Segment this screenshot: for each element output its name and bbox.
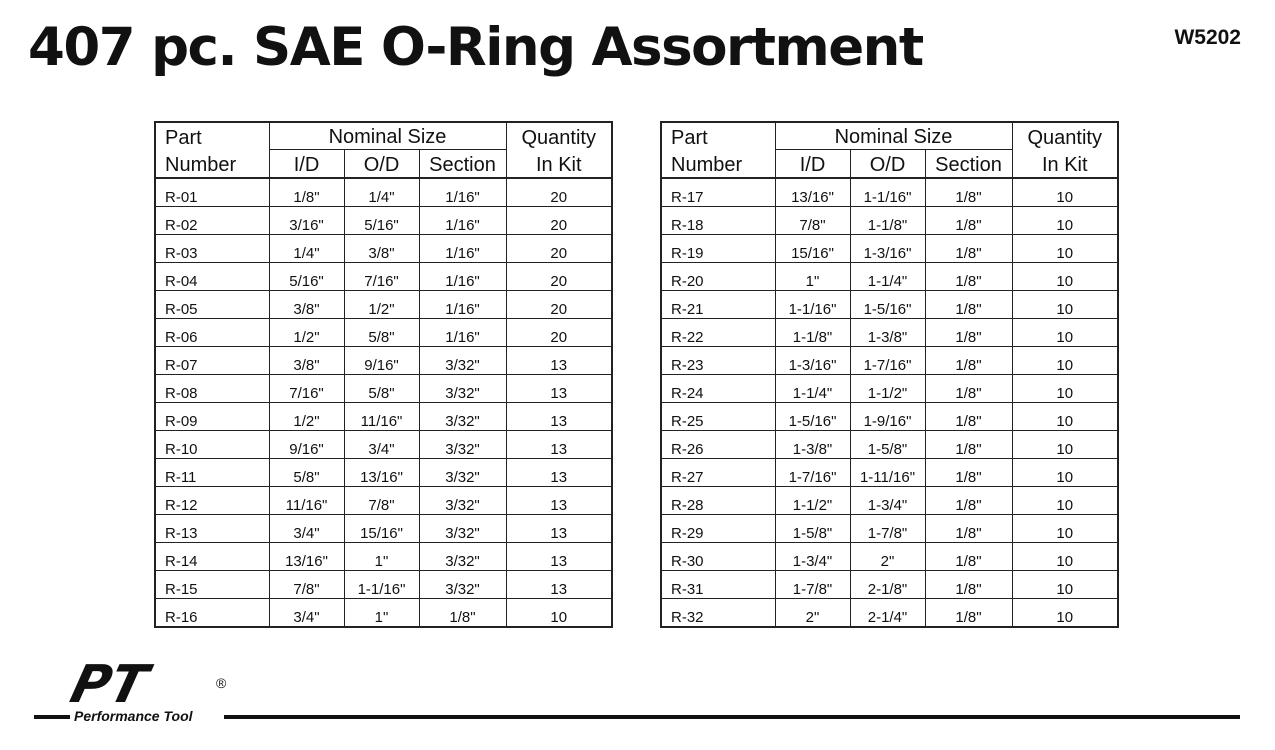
cell-part: R-05 <box>155 291 269 319</box>
cell-section: 1/8" <box>419 599 506 628</box>
cell-section: 1/8" <box>925 431 1012 459</box>
cell-quantity: 10 <box>1012 459 1118 487</box>
cell-od: 3/4" <box>344 431 419 459</box>
cell-section: 1/16" <box>419 178 506 207</box>
table-row <box>155 263 612 291</box>
performance-tool-logo <box>34 662 244 729</box>
cell-quantity: 13 <box>506 543 612 571</box>
header-od: O/D <box>344 150 419 179</box>
table-row <box>661 235 1118 263</box>
table-row <box>661 347 1118 375</box>
cell-od: 1-1/2" <box>850 375 925 403</box>
bottom-rule <box>224 715 1240 719</box>
table-row <box>661 207 1118 235</box>
table-row <box>661 599 1118 628</box>
cell-od: 1" <box>344 543 419 571</box>
cell-part: R-18 <box>661 207 775 235</box>
page-title: 407 pc. SAE O-Ring Assortment <box>28 17 923 78</box>
cell-section: 3/32" <box>419 515 506 543</box>
cell-od: 1/4" <box>344 178 419 207</box>
cell-od: 1" <box>344 599 419 628</box>
cell-id: 1-1/4" <box>775 375 850 403</box>
table-row <box>155 178 612 207</box>
header-number: Number <box>661 150 775 179</box>
cell-quantity: 10 <box>1012 431 1118 459</box>
table-row <box>155 515 612 543</box>
cell-id: 7/8" <box>775 207 850 235</box>
parts-table-left <box>154 121 613 628</box>
cell-od: 1-1/16" <box>344 571 419 599</box>
brand-name: Performance Tool <box>74 708 193 724</box>
table-row <box>661 515 1118 543</box>
cell-od: 1-3/4" <box>850 487 925 515</box>
cell-quantity: 20 <box>506 178 612 207</box>
cell-section: 1/8" <box>925 571 1012 599</box>
cell-quantity: 20 <box>506 235 612 263</box>
cell-section: 3/32" <box>419 431 506 459</box>
cell-od: 1-1/8" <box>850 207 925 235</box>
cell-part: R-23 <box>661 347 775 375</box>
cell-id: 3/16" <box>269 207 344 235</box>
cell-od: 11/16" <box>344 403 419 431</box>
cell-quantity: 20 <box>506 207 612 235</box>
cell-quantity: 10 <box>1012 347 1118 375</box>
cell-od: 5/8" <box>344 319 419 347</box>
table-row <box>661 291 1118 319</box>
cell-part: R-09 <box>155 403 269 431</box>
cell-quantity: 13 <box>506 487 612 515</box>
cell-part: R-06 <box>155 319 269 347</box>
cell-id: 7/16" <box>269 375 344 403</box>
cell-od: 2-1/4" <box>850 599 925 628</box>
cell-od: 1-1/16" <box>850 178 925 207</box>
table-row <box>155 235 612 263</box>
cell-section: 1/16" <box>419 291 506 319</box>
cell-part: R-20 <box>661 263 775 291</box>
cell-quantity: 10 <box>1012 515 1118 543</box>
cell-od: 1-11/16" <box>850 459 925 487</box>
parts-table-right-body <box>661 178 1118 627</box>
cell-od: 1-5/8" <box>850 431 925 459</box>
cell-id: 1-5/16" <box>775 403 850 431</box>
table-row <box>155 599 612 628</box>
cell-id: 3/4" <box>269 599 344 628</box>
cell-id: 1" <box>775 263 850 291</box>
cell-quantity: 10 <box>1012 487 1118 515</box>
cell-section: 1/8" <box>925 263 1012 291</box>
cell-part: R-25 <box>661 403 775 431</box>
cell-section: 3/32" <box>419 571 506 599</box>
cell-section: 1/8" <box>925 375 1012 403</box>
cell-quantity: 10 <box>506 599 612 628</box>
cell-id: 1-3/16" <box>775 347 850 375</box>
cell-section: 3/32" <box>419 375 506 403</box>
header-quantity: Quantity <box>506 122 612 150</box>
cell-part: R-28 <box>661 487 775 515</box>
cell-section: 1/8" <box>925 178 1012 207</box>
cell-section: 1/8" <box>925 235 1012 263</box>
cell-quantity: 13 <box>506 403 612 431</box>
table-row <box>155 459 612 487</box>
cell-section: 1/16" <box>419 207 506 235</box>
cell-part: R-32 <box>671 609 704 626</box>
cell-od: 13/16" <box>344 459 419 487</box>
table-row <box>155 347 612 375</box>
cell-quantity: 10 <box>1012 571 1118 599</box>
cell-id: 1-1/8" <box>775 319 850 347</box>
cell-od: 7/16" <box>344 263 419 291</box>
table-row <box>661 459 1118 487</box>
table-row <box>661 431 1118 459</box>
cell-part: R-15 <box>155 571 269 599</box>
cell-od: 1-7/16" <box>850 347 925 375</box>
cell-part: R-21 <box>661 291 775 319</box>
cell-id: 1-7/8" <box>775 571 850 599</box>
brand-mark: PT <box>64 662 154 715</box>
table-row <box>155 571 612 599</box>
cell-part: R-12 <box>155 487 269 515</box>
cell-od: 5/16" <box>344 207 419 235</box>
cell-od: 1/2" <box>344 291 419 319</box>
cell-section: 1/8" <box>925 599 1012 628</box>
cell-quantity: 10 <box>1012 291 1118 319</box>
cell-part: R-07 <box>155 347 269 375</box>
cell-part: R-31 <box>661 571 775 599</box>
cell-id: 1-3/8" <box>775 431 850 459</box>
cell-od: 1-7/8" <box>850 515 925 543</box>
cell-section: 1/8" <box>925 403 1012 431</box>
header-quantity: Quantity <box>1012 122 1118 150</box>
cell-quantity: 10 <box>1012 235 1118 263</box>
cell-od: 3/8" <box>344 235 419 263</box>
header-in-kit: In Kit <box>506 150 612 179</box>
cell-id: 13/16" <box>269 543 344 571</box>
table-row <box>155 291 612 319</box>
cell-od: 9/16" <box>344 347 419 375</box>
cell-od: 7/8" <box>344 487 419 515</box>
cell-section: 1/8" <box>925 291 1012 319</box>
header-id: I/D <box>775 150 850 179</box>
cell-od: 2-1/8" <box>850 571 925 599</box>
cell-id: 13/16" <box>775 178 850 207</box>
cell-quantity: 20 <box>506 263 612 291</box>
table-row <box>155 319 612 347</box>
pt-logo-icon <box>34 662 244 724</box>
table-row <box>661 571 1118 599</box>
parts-table-right <box>660 121 1119 628</box>
cell-id: 1-5/8" <box>775 515 850 543</box>
cell-section: 1/8" <box>925 319 1012 347</box>
table-row <box>155 487 612 515</box>
cell-section: 3/32" <box>419 487 506 515</box>
table-row <box>661 319 1118 347</box>
header-od: O/D <box>850 150 925 179</box>
cell-id: 9/16" <box>269 431 344 459</box>
header-section: Section <box>419 150 506 179</box>
header-in-kit: In Kit <box>1012 150 1118 179</box>
cell-part: R-17 <box>661 178 775 207</box>
cell-section: 1/8" <box>925 207 1012 235</box>
cell-quantity: 10 <box>1012 207 1118 235</box>
cell-quantity: 10 <box>1012 403 1118 431</box>
table-row <box>661 543 1118 571</box>
header-section: Section <box>925 150 1012 179</box>
cell-section: 1/8" <box>925 347 1012 375</box>
cell-part: R-02 <box>155 207 269 235</box>
cell-id: 1-1/16" <box>775 291 850 319</box>
cell-id: 3/8" <box>269 347 344 375</box>
parts-table-left-body <box>155 178 612 627</box>
header-id: I/D <box>269 150 344 179</box>
cell-od: 1-3/8" <box>850 319 925 347</box>
cell-part: R-13 <box>155 515 269 543</box>
cell-part: R-24 <box>661 375 775 403</box>
cell-part: R-30 <box>661 543 775 571</box>
registered-mark: ® <box>216 675 227 691</box>
cell-part: R-14 <box>155 543 269 571</box>
cell-part: R-11 <box>155 459 269 487</box>
table-row <box>155 431 612 459</box>
cell-section: 3/32" <box>419 459 506 487</box>
table-row <box>661 263 1118 291</box>
cell-part: R-08 <box>155 375 269 403</box>
cell-section: 1/8" <box>925 459 1012 487</box>
cell-od: 1-5/16" <box>850 291 925 319</box>
cell-id: 1/2" <box>269 319 344 347</box>
cell-id: 2" <box>775 599 850 628</box>
cell-quantity: 10 <box>1012 263 1118 291</box>
cell-part: R-16 <box>165 609 198 626</box>
cell-quantity: 10 <box>1012 375 1118 403</box>
cell-id: 1-3/4" <box>775 543 850 571</box>
cell-id: 3/4" <box>269 515 344 543</box>
cell-id: 11/16" <box>269 487 344 515</box>
cell-quantity: 20 <box>506 319 612 347</box>
cell-part: R-10 <box>155 431 269 459</box>
table-row <box>155 543 612 571</box>
cell-id: 5/16" <box>269 263 344 291</box>
cell-od: 1-1/4" <box>850 263 925 291</box>
cell-id: 1-7/16" <box>775 459 850 487</box>
cell-quantity: 13 <box>506 375 612 403</box>
cell-od: 1-9/16" <box>850 403 925 431</box>
cell-id: 1/2" <box>269 403 344 431</box>
cell-part: R-27 <box>661 459 775 487</box>
table-row <box>661 487 1118 515</box>
cell-id: 1-1/2" <box>775 487 850 515</box>
cell-quantity: 13 <box>506 459 612 487</box>
cell-section: 1/8" <box>925 487 1012 515</box>
cell-od: 5/8" <box>344 375 419 403</box>
table-row <box>661 375 1118 403</box>
cell-part: R-04 <box>155 263 269 291</box>
model-number: W5202 <box>1174 26 1241 49</box>
cell-part: R-19 <box>661 235 775 263</box>
header-nominal-size: Nominal Size <box>775 122 1012 150</box>
cell-section: 3/32" <box>419 347 506 375</box>
cell-section: 1/16" <box>419 263 506 291</box>
cell-id: 5/8" <box>269 459 344 487</box>
cell-id: 7/8" <box>269 571 344 599</box>
cell-id: 1/4" <box>269 235 344 263</box>
cell-section: 1/16" <box>419 235 506 263</box>
cell-section: 1/8" <box>925 515 1012 543</box>
header-nominal-size: Nominal Size <box>269 122 506 150</box>
table-row <box>155 403 612 431</box>
cell-part: R-03 <box>155 235 269 263</box>
table-row <box>661 403 1118 431</box>
cell-section: 1/8" <box>925 543 1012 571</box>
table-row <box>155 207 612 235</box>
cell-part: R-29 <box>661 515 775 543</box>
cell-quantity: 13 <box>506 431 612 459</box>
cell-quantity: 13 <box>506 347 612 375</box>
header-number: Number <box>155 150 269 179</box>
cell-od: 1-3/16" <box>850 235 925 263</box>
cell-od: 15/16" <box>344 515 419 543</box>
cell-id: 15/16" <box>775 235 850 263</box>
cell-quantity: 10 <box>1012 178 1118 207</box>
header-part: Part <box>165 126 202 149</box>
cell-section: 3/32" <box>419 543 506 571</box>
cell-part: R-26 <box>661 431 775 459</box>
cell-quantity: 10 <box>1012 319 1118 347</box>
cell-quantity: 13 <box>506 571 612 599</box>
cell-section: 3/32" <box>419 403 506 431</box>
cell-quantity: 10 <box>1012 543 1118 571</box>
cell-id: 1/8" <box>269 178 344 207</box>
cell-part: R-01 <box>155 178 269 207</box>
cell-section: 1/16" <box>419 319 506 347</box>
cell-part: R-22 <box>661 319 775 347</box>
cell-quantity: 20 <box>506 291 612 319</box>
table-row <box>155 375 612 403</box>
cell-id: 3/8" <box>269 291 344 319</box>
table-row <box>661 178 1118 207</box>
header-part: Part <box>671 126 708 149</box>
cell-quantity: 10 <box>1012 599 1118 628</box>
cell-quantity: 13 <box>506 515 612 543</box>
cell-od: 2" <box>850 543 925 571</box>
